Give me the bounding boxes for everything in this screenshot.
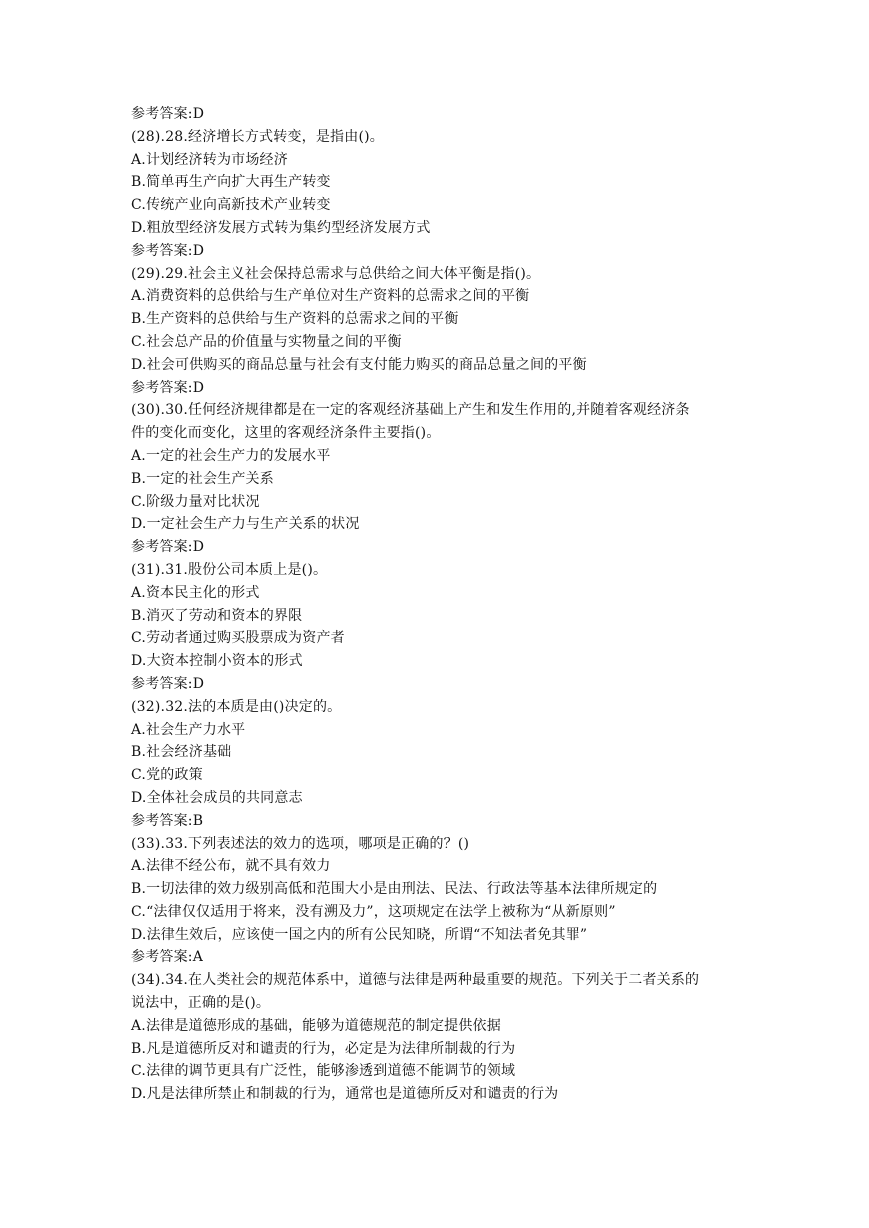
answer-28-prev: 参考答案:D	[131, 106, 205, 122]
option-34-b: B.凡是道德所反对和谴责的行为，必定是为法律所制裁的行为	[131, 1040, 516, 1057]
question-34-line-2: 说法中，正确的是()。	[131, 995, 271, 1012]
option-33-c: C.“法律仅仅适用于将来，没有溯及力”，这项规定在法学上被称为“从新原则”	[131, 903, 616, 920]
option-31-c: C.劳动者通过购买股票成为资产者	[131, 630, 345, 647]
option-28-b: B.简单再生产向扩大再生产转变	[131, 174, 331, 191]
option-29-d: D.社会可供购买的商品总量与社会有支付能力购买的商品总量之间的平衡	[131, 356, 587, 373]
option-30-a: A.一定的社会生产力的发展水平	[131, 447, 331, 464]
question-30-line-2: 件的变化而变化，这里的客观经济条件主要指()。	[131, 425, 441, 442]
option-28-d: D.粗放型经济发展方式转为集约型经济发展方式	[131, 219, 431, 236]
option-31-b: B.消灭了劳动和资本的界限	[131, 607, 303, 624]
document-page	[131, 103, 741, 1106]
option-31-d: D.大资本控制小资本的形式	[131, 653, 303, 670]
answer-28: 参考答案:D	[131, 242, 205, 259]
question-28: (28).28.经济增长方式转变，是指由()。	[131, 128, 384, 145]
answer-33: 参考答案:A	[131, 949, 204, 966]
option-29-c: C.社会总产品的价值量与实物量之间的平衡	[131, 333, 402, 350]
option-30-c: C.阶级力量对比状况	[131, 493, 260, 510]
option-29-a: A.消费资料的总供给与生产单位对生产资料的总需求之间的平衡	[131, 288, 530, 305]
answer-31: 参考答案:D	[131, 675, 205, 692]
option-34-c: C.法律的调节更具有广泛性，能够渗透到道德不能调节的领域	[131, 1063, 516, 1080]
option-30-b: B.一定的社会生产关系	[131, 470, 274, 487]
option-29-b: B.生产资料的总供给与生产资料的总需求之间的平衡	[131, 311, 459, 328]
option-33-d: D.法律生效后，应该使一国之内的所有公民知晓，所谓“不知法者免其罪”	[131, 926, 588, 943]
option-28-a: A.计划经济转为市场经济	[131, 151, 288, 168]
option-34-d: D.凡是法律所禁止和制裁的行为，通常也是道德所反对和谴责的行为	[131, 1086, 559, 1103]
option-32-a: A.社会生产力水平	[131, 721, 246, 738]
question-31: (31).31.股份公司本质上是()。	[131, 561, 328, 578]
option-31-a: A.资本民主化的形式	[131, 584, 260, 601]
answer-30: 参考答案:D	[131, 539, 205, 556]
option-33-b: B.一切法律的效力级别高低和范围大小是由刑法、民法、行政法等基本法律所规定的	[131, 881, 658, 898]
option-33-a: A.法律不经公布，就不具有效力	[131, 858, 331, 875]
option-32-d: D.全体社会成员的共同意志	[131, 789, 303, 806]
question-34-line-1: (34).34.在人类社会的规范体系中，道德与法律是两种最重要的规范。下列关于二者关系的	[131, 972, 700, 989]
option-30-d: D.一定社会生产力与生产关系的状况	[131, 516, 360, 533]
question-30-line-1: (30).30.任何经济规律都是在一定的客观经济基础上产生和发生作用的,并随着客观经济条	[131, 402, 690, 419]
question-33: (33).33.下列表述法的效力的选项，哪项是正确的？()	[131, 835, 470, 852]
option-28-c: C.传统产业向高新技术产业转变	[131, 197, 331, 214]
question-32: (32).32.法的本质是由()决定的。	[131, 698, 342, 715]
answer-29: 参考答案:D	[131, 379, 205, 396]
option-32-b: B.社会经济基础	[131, 744, 232, 761]
option-34-a: A.法律是道德形成的基础，能够为道德规范的制定提供依据	[131, 1017, 501, 1034]
option-32-c: C.党的政策	[131, 767, 203, 784]
question-29: (29).29.社会主义社会保持总需求与总供给之间大体平衡是指()。	[131, 265, 541, 282]
answer-32: 参考答案:B	[131, 812, 204, 829]
